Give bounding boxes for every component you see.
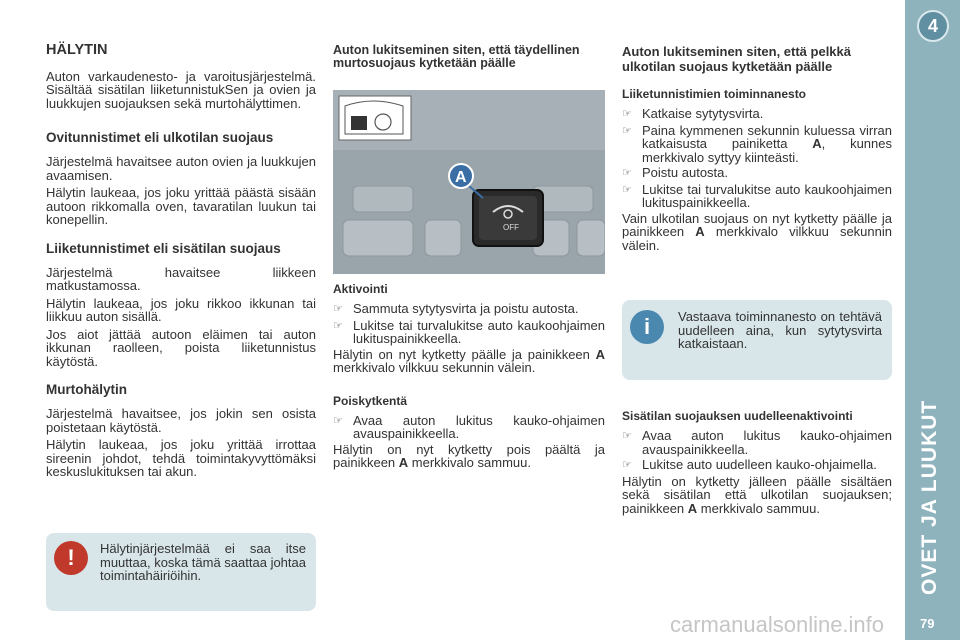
list-item xyxy=(622,183,892,210)
interior-p2: Hälytin laukeaa, jos joku rikkoo ikkunan tai liikkuu auton sisällä. xyxy=(46,295,316,324)
interior-p1: Järjestelmä havaitsee liikkeen matkustamossa. xyxy=(46,264,316,293)
motion-result: Vain ulkotilan suojaus on nyt kytketty päälle ja painikkeen A merkkivalo vilkkuu sekunnin välein. xyxy=(622,210,892,253)
alarm-button-illustration xyxy=(333,90,605,274)
list-item xyxy=(622,429,892,456)
watermark: carmanualsonline.info xyxy=(670,612,885,637)
tamper-p2: Hälytin laukeaa, jos joku yrittää irrottaa sireenin johdot, tehdä toimintakyvyttömäksi keskuslukituksen tai akun. xyxy=(46,437,316,479)
motion-step-4: Lukitse tai turvalukitse auto kaukoohjaimen lukituspainikkeella. xyxy=(642,181,892,210)
pointing-hand-icon: ☞ xyxy=(622,108,632,120)
chapter-title: OVET JA LUUKUT xyxy=(918,399,941,595)
pointing-hand-icon: ☞ xyxy=(622,167,632,179)
button-off-label: OFF xyxy=(503,223,519,232)
reactivate-step-2: Lukitse auto uudelleen kauko-ohjaimella. xyxy=(642,457,877,472)
list-item xyxy=(333,414,605,441)
exterior-p2: Hälytin laukeaa, jos joku yrittää päästä sisään autoon rikkomalla oven, tavaratilan luukun tai konepellin. xyxy=(46,185,316,227)
info-note xyxy=(622,300,892,380)
pointing-hand-icon: ☞ xyxy=(333,303,343,315)
page-number: 79 xyxy=(920,616,935,631)
list-item xyxy=(622,124,892,165)
pointing-hand-icon: ☞ xyxy=(622,430,632,442)
list-item xyxy=(333,302,605,317)
heading-deactivate: Poiskytkentä xyxy=(333,393,408,408)
info-note-text: Vastaava toiminnanesto on tehtävä uudelleen aina, kun sytytysvirta katkaistaan. xyxy=(678,309,882,351)
heading-motion-disable: Liiketunnistimien toiminnanesto xyxy=(622,87,807,101)
heading-full-protection: Auton lukitseminen siten, että täydellinen murtosuojaus kytketään päälle xyxy=(333,43,580,70)
column-alarm xyxy=(46,44,316,493)
list-item xyxy=(622,458,892,473)
column-reactivate xyxy=(622,410,892,516)
intro-text: Auton varkaudenesto- ja varoitusjärjestelmä. Sisältää sisätilan liiketunnistukSen ja ovien ja luukkujen suojauksen sekä murtohälyttimen. xyxy=(46,68,316,111)
motion-step-3: Poistu autosta. xyxy=(642,165,728,180)
interior-p3: Jos aiot jättää autoon eläimen tai auton ikkunan raolleen, poista liiketunnistus käytöstä. xyxy=(46,326,316,369)
figure-label-a: A xyxy=(455,169,467,186)
tamper-p1: Järjestelmä havaitsee, jos jokin sen osista poistetaan käytöstä. xyxy=(46,406,316,435)
activate-step-1: Sammuta sytytysvirta ja poistu autosta. xyxy=(353,301,579,316)
warning-note-text: Hälytinjärjestelmää ei saa itse muuttaa, koska tämä saattaa johtaa toimintahäiriöihin. xyxy=(100,541,306,583)
warning-note xyxy=(46,533,316,611)
column-full-protection-body xyxy=(333,283,605,484)
chapter-number-badge: 4 xyxy=(917,10,949,42)
deactivate-result: Hälytin on nyt kytketty pois päältä ja painikkeen A merkkivalo sammuu. xyxy=(333,441,605,470)
column-full-protection xyxy=(333,44,605,76)
heading-activate: Aktivointi xyxy=(333,282,388,296)
heading-exterior-only: Auton lukitseminen siten, että pelkkä ulkotilan suojaus kytketään päälle xyxy=(622,44,851,74)
list-item xyxy=(622,107,892,122)
heading-exterior: Ovitunnistimet eli ulkotilan suojaus xyxy=(46,130,274,145)
heading-tamper: Murtohälytin xyxy=(46,382,127,397)
pointing-hand-icon: ☞ xyxy=(622,183,632,196)
activate-result: Hälytin on nyt kytketty päälle ja painikkeen A merkkivalo vilkkuu sekunnin välein. xyxy=(333,346,605,375)
reactivate-step-1: Avaa auton lukitus kauko-ohjaimen avauspainikkeella. xyxy=(642,428,892,457)
list-item xyxy=(622,166,892,181)
motion-step-2: Paina kymmenen sekunnin kuluessa virran katkaisusta painiketta A, kunnes merkkivalo syttyy kiinteästi. xyxy=(642,122,892,165)
pointing-hand-icon: ☞ xyxy=(333,319,343,332)
activate-step-2: Lukitse tai turvalukitse auto kaukoohjaimen lukituspainikkeella. xyxy=(353,317,605,346)
deactivate-step-1: Avaa auton lukitus kauko-ohjaimen avauspainikkeella. xyxy=(353,412,605,441)
pointing-hand-icon: ☞ xyxy=(333,414,343,427)
section-title: HÄLYTIN xyxy=(46,42,108,58)
exterior-p1: Järjestelmä havaitsee auton ovien ja luukkujen avaamisen. xyxy=(46,154,316,183)
info-icon: i xyxy=(630,310,664,344)
pointing-hand-icon: ☞ xyxy=(622,459,632,471)
column-exterior-only xyxy=(622,44,892,266)
motion-step-1: Katkaise sytytysvirta. xyxy=(642,106,764,121)
reactivate-result: Hälytin on kytketty jälleen päälle sisältäen sekä sisätilan että ulkotilan suojauksen; painikkeen A merkkivalo sammuu. xyxy=(622,473,892,516)
exclamation-icon: ! xyxy=(54,541,88,575)
list-item xyxy=(333,319,605,346)
heading-interior: Liiketunnistimet eli sisätilan suojaus xyxy=(46,240,281,256)
pointing-hand-icon: ☞ xyxy=(622,124,632,137)
heading-reactivate: Sisätilan suojauksen uudelleenaktivointi xyxy=(622,409,853,423)
